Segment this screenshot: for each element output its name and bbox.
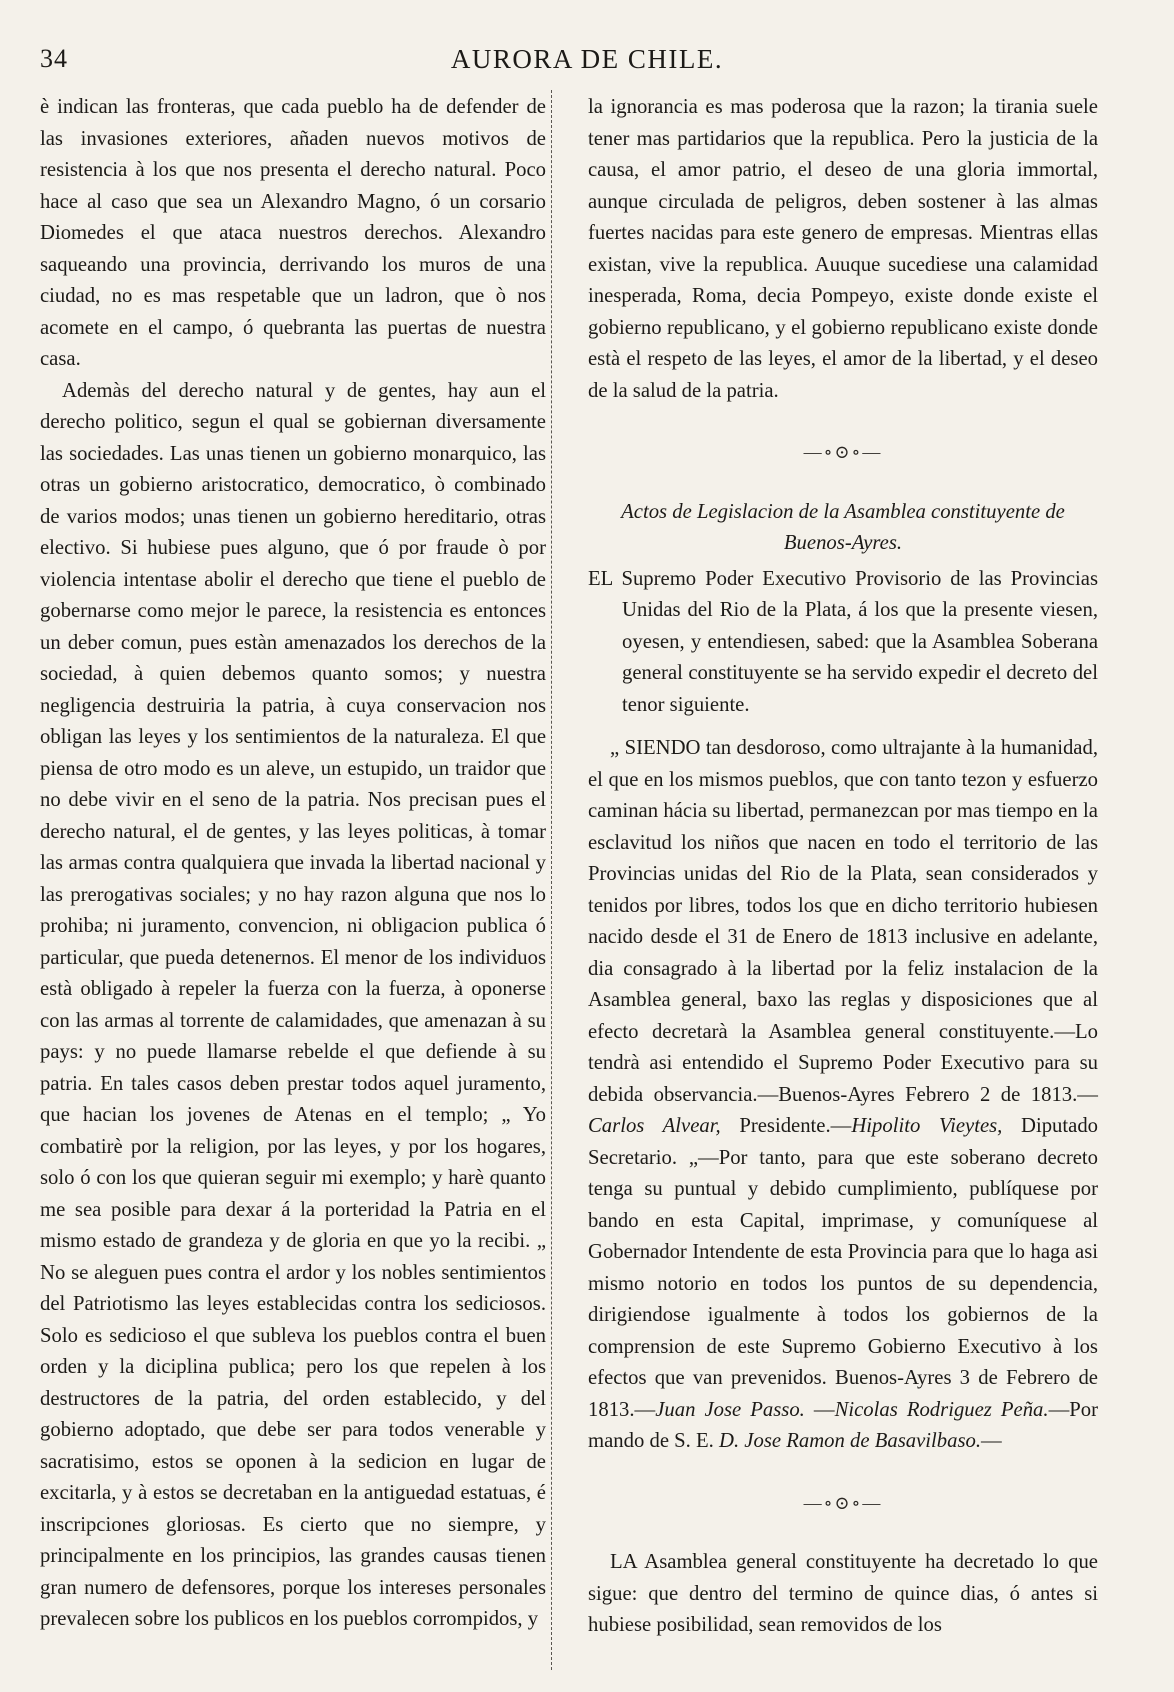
signer-role: Presidente.— xyxy=(720,1115,852,1137)
page-header xyxy=(40,44,1134,80)
page-number: 34 xyxy=(40,44,68,73)
paragraph: è indican las fronteras, que cada pueblo ha de defender de las invasiones exteriores, añaden nuevos motivos de resistencia à los que nos presenta el derecho natural. Poco hace al caso que sea un Alexandro Magno, ó un corsario Diomedes el que ataca nuestros derechos. Alexandro saqueando una provincia, derrivando los muros de una ciudad, no es mas respetable que un ladron, que ò nos acomete en el campo, ó quebranta las puertas de nuestra casa. xyxy=(40,96,546,370)
signer-name: Hipolito Vieytes, xyxy=(851,1115,1003,1137)
journal-title: AURORA DE CHILE. xyxy=(450,44,724,74)
decree-text xyxy=(588,733,1098,1458)
decree-text-part: „ SIENDO tan desdoroso, como ultrajante à la humanidad, el que en los mismos pueblos, que con tanto tezon y esfuerzo caminan hácia su libertad, permanezcan por mas tiempo en la esclavitud los niños que nacen en todo el territorio de las Provincias unidas del Rio de la Plata, sean considerados y tenidos por libres, todos los que en dicho territorio hubiesen nacido desde el 31 de Enero de 1813 inclusive en adelante, dia consagrado à la libertad por la feliz instalacion de la Asamblea general, baxo las reglas y disposiciones que al efecto decretarà la Asamblea general constituyente.—Lo tendrà asi entendido el Supremo Poder Executivo para su debida observancia.—Buenos-Ayres Febrero 2 de 1813.— xyxy=(588,737,1098,1106)
left-column xyxy=(40,92,546,1636)
signer-name: Carlos Alvear, xyxy=(588,1115,721,1137)
decree-intro: EL Supremo Poder Executivo Provisorio de las Provincias Unidas del Rio de la Plata, á los que la presente viesen, oyesen, y entendiesen, sabed: que la Asamblea Soberana general constituyente se ha servido expedir el decreto del tenor siguiente. xyxy=(588,567,1098,716)
dash: — xyxy=(981,1430,1002,1452)
decree-text-part: Diputado Secretario. „—Por tanto, para que este soberano decreto tenga su puntual y debido cumplimiento, publíquese por bando en esta Capital, imprimase, y comuníquese al Gobernador Intendente de esta Provincia para que lo haga asi mismo notorio en todos los puntos de su dependencia, dirigiendose igualmente à todos los gobiernos de la comprension de este Supremo Gobierno Executivo à los efectos que van prevenidos. Buenos-Ayres 3 de Febrero de 1813.— xyxy=(588,1115,1099,1421)
section-title: Actos de Legislacion de la Asamblea constituyente de Buenos-Ayres. xyxy=(621,500,1065,554)
signer-name: Nicolas Rodriguez Peña. xyxy=(834,1398,1049,1421)
signer-name: D. Jose Ramon de Basavilbaso. xyxy=(719,1430,982,1452)
dash: — xyxy=(804,1398,835,1421)
paragraph: la ignorancia es mas poderosa que la razon; la tirania suele tener mas partidarios que la republica. Pero la justicia de la causa, el amor patrio, el deseo de una gloria immortal, aunque circulada de peligros, deben sostener à las almas fuertes nacidas para este genero de empresas. Mientras ellas existan, vive la republica. Auuque sucediese una calamidad inesperada, Roma, decia Pompeyo, existe donde existe el gobierno republicano, y el gobierno republicano existe donde està el respeto de las leyes, el amor de la libertad, y el deseo de la salud de la patria. xyxy=(588,96,1098,402)
decree-text-part: —Por mando de S. E. xyxy=(588,1398,1099,1452)
ornament-divider: —∘⊙∘— xyxy=(803,442,883,462)
ornament-divider: —∘⊙∘— xyxy=(803,1492,883,1513)
paragraph: Ademàs del derecho natural y de gentes, hay aun el derecho politico, segun el qual se gobiernan diversamente las sociedades. Las unas tienen un gobierno monarquico, las otras un gobierno aristocratico, democratico, ò combinado de varios modos; unas tienen un gobierno hereditario, otras electivo. Si hubiese pues alguno, que ó por fraude ò por violencia intentase abolir el derecho que tiene el pueblo de gobernarse como mejor le parece, la resistencia es entonces un deber comun, pues estàn amenazados los derechos de la sociedad, à quien debemos quanto somos; y nuestra negligencia destruiria la patria, à cuya conservacion nos obligan las leyes y los sentimientos de la naturaleza. El que piensa de otro modo es un aleve, un estupido, un traidor que no debe vivir en el seno de la patria. Nos precisan pues el derecho natural, el de gentes, y las leyes politicas, à tomar las armas contra qualquiera que invada la libertad nacional y las prerogativas sociales; y no hay razon alguna que nos lo prohiba; ni juramento, convencion, ni obligacion publica ó particular, que pueda detenernos. El menor de los individuos està obligado à repeler la fuerza con la fuerza, à oponerse con las armas al torrente de calamidades, que amenazan à su pays: y no puede llamarse rebelde el que defiende à su patria. En tales casos deben prestar todos aquel juramento, que hacian los jovenes de Atenas en el templo; „ Yo combatirè por la religion, por las leyes, y por los hogares, solo ó con los que quieran seguir mi exemplo; y harè quanto me sea posible para dexar á la porteridad la Patria en el mismo estado de grandeza y de gloria en que yo la recibi. „ No se aleguen pues contra el ardor y los nobles sentimientos del Patriotismo las leyes establecidas contra los sediciosos. Solo es sedicioso el que subleva los pueblos contra el buen orden y la diciplina publica; pero los que repelen à los destructores de la patria, del orden establecido, y del gobierno adoptado, que debe ser para todos venerable y sacratisimo, estos se oponen à la sedicion en lugar de excitarla, y à estos se decretaban en la antiguedad estatuas, é inscripciones gloriosas. Es cierto que no siempre, y principalmente en los principios, las grandes causas tienen gran numero de defensores, porque los intereses personales prevalecen sobre los publicos en los pueblos corrompidos, y xyxy=(40,379,546,1630)
paragraph: LA Asamblea general constituyente ha decretado lo que sigue: que dentro del termino de quince dias, ó antes si hubiese posibilidad, sean removidos de los xyxy=(588,1551,1098,1636)
right-column xyxy=(588,92,1098,1642)
signer-name: Juan Jose Passo. xyxy=(655,1398,805,1421)
column-divider xyxy=(551,90,552,1670)
